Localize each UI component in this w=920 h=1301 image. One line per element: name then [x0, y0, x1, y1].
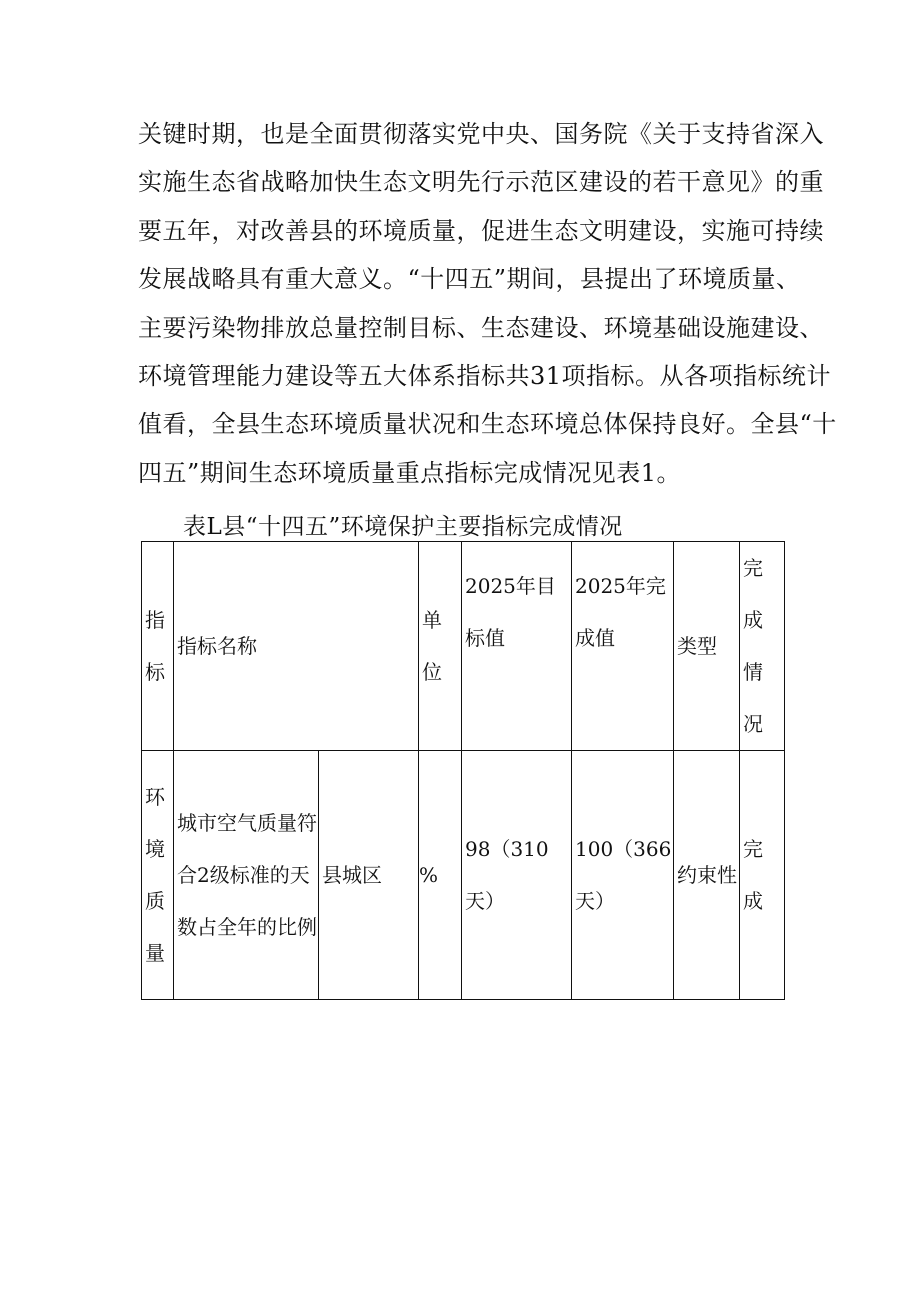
cell-name: 城市空气质量符合2级标准的天数占全年的比例 [174, 751, 319, 1000]
paragraph-line: 实施生态省战略加快生态文明先行示范区建设的若干意见》的重 [138, 168, 824, 197]
paragraph-line: 主要污染物排放总量控制目标、生态建设、环境基础设施建设、 [138, 313, 824, 342]
cell-status: 完成 [740, 751, 785, 1000]
paragraph-line: 值看，全县生态环境质量状况和生态环境总体保持良好。全县“十 [138, 410, 837, 439]
table-header-row [142, 542, 785, 751]
paragraph-line: 关键时期，也是全面贯彻落实党中央、国务院《关于支持省深入 [138, 120, 824, 148]
paragraph-line: 环境管理能力建设等五大体系指标共31项指标。从各项指标统计 [138, 361, 832, 390]
header-type: 类型 [674, 542, 740, 751]
table-row [142, 751, 785, 1000]
indicator-table [141, 541, 785, 1000]
paragraph-line: 发展战略具有重大意义。“十四五”期间，县提出了环境质量、 [138, 265, 801, 294]
body-paragraph [138, 110, 837, 497]
paragraph-line: 要五年，对改善县的环境质量，促进生态文明建设，实施可持续 [138, 216, 824, 245]
header-indicator: 指标 [142, 542, 174, 751]
table-caption: 表L县“十四五”环境保护主要指标完成情况 [183, 514, 623, 540]
header-name: 指标名称 [174, 542, 419, 751]
header-target: 2025年目标值 [462, 542, 572, 751]
cell-category: 环境质量 [142, 751, 174, 1000]
cell-unit: % [419, 751, 462, 1000]
header-status: 完成情况 [740, 542, 785, 751]
cell-scope: 县城区 [319, 751, 419, 1000]
cell-type: 约束性 [674, 751, 740, 1000]
cell-actual: 100（366天） [572, 751, 674, 1000]
paragraph-line: 四五”期间生态环境质量重点指标完成情况见表1。 [138, 458, 682, 487]
header-unit: 单位 [419, 542, 462, 751]
cell-target: 98（310天） [462, 751, 572, 1000]
header-actual: 2025年完成值 [572, 542, 674, 751]
